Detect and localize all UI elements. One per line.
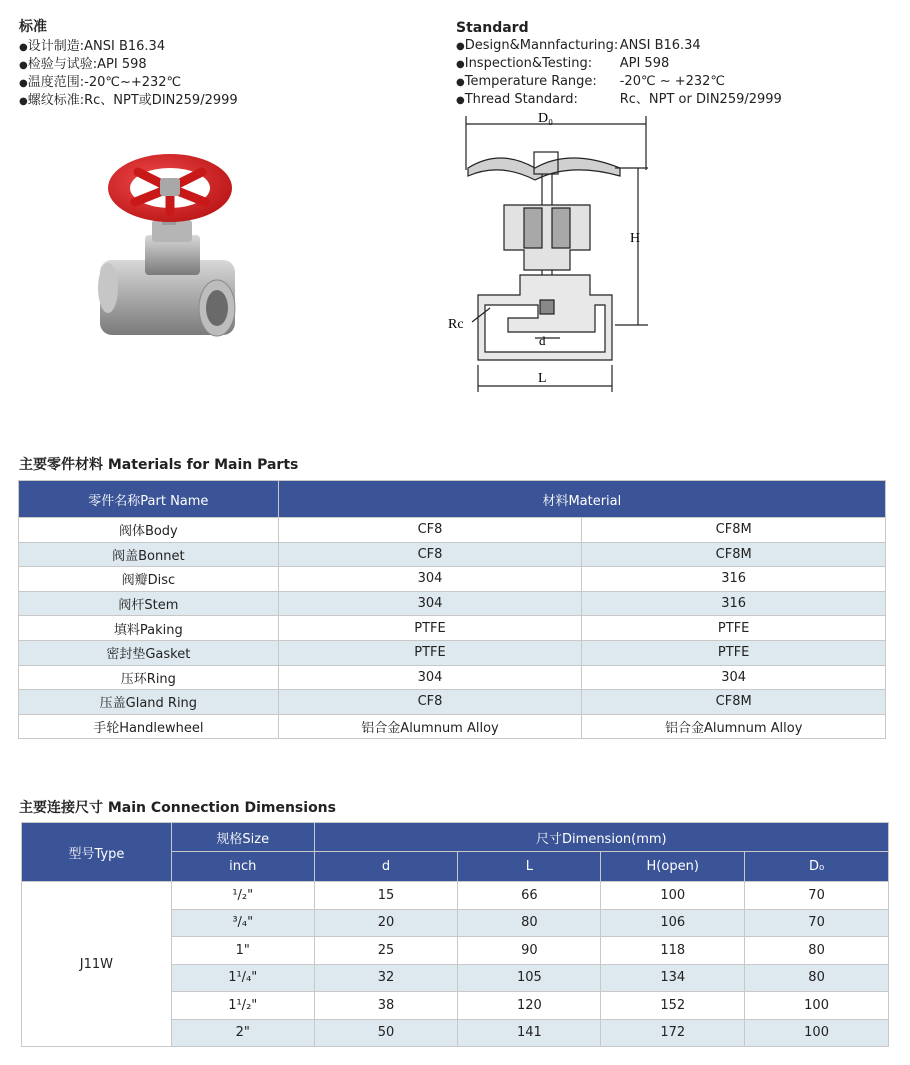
materials-cell: 密封垫Gasket	[19, 640, 279, 665]
dim-header-type: 型号Type	[22, 823, 172, 882]
materials-cell: 316	[582, 567, 886, 592]
dim-cell-d: 38	[314, 992, 458, 1020]
standard-cn-value: ANSI B16.34	[84, 39, 166, 54]
drawing-label-d: d	[539, 333, 546, 348]
standard-cn-line	[19, 92, 238, 110]
bullet-icon: ●	[19, 42, 28, 53]
standard-en-line	[456, 73, 782, 91]
dim-cell-inch: ¹/₂"	[171, 882, 314, 910]
materials-header-part: 零件名称Part Name	[19, 481, 279, 518]
dim-model-cell: J11W	[22, 882, 172, 1047]
bullet-icon: ●	[456, 95, 465, 106]
standard-en-label: Inspection&Testing:	[464, 56, 593, 71]
drawing-label-h: H	[630, 231, 641, 246]
valve-drawing	[440, 110, 670, 400]
dim-cell-l: 120	[458, 992, 601, 1020]
dim-cell-l: 66	[458, 882, 601, 910]
materials-row	[19, 518, 886, 543]
dim-cell-d: 50	[314, 1019, 458, 1047]
materials-cell: 304	[278, 567, 582, 592]
drawing-label-rc: Rc	[448, 317, 464, 332]
standard-cn-line	[19, 74, 238, 92]
standard-cn-label: 螺纹标准:	[27, 93, 85, 108]
dim-cell-inch: ³/₄"	[171, 909, 314, 937]
dim-cell-inch: 2"	[171, 1019, 314, 1047]
materials-row	[19, 616, 886, 641]
materials-row	[19, 665, 886, 690]
standard-en-lines	[456, 37, 782, 109]
bullet-icon: ●	[456, 59, 465, 70]
standard-cn-value: Rc、NPT或DIN259/2999	[84, 93, 238, 108]
dim-cell-d: 25	[314, 937, 458, 965]
standard-cn-value: -20℃~+232℃	[84, 75, 182, 90]
standard-cn-label: 检验与试验:	[27, 57, 98, 72]
standard-cn-label: 设计制造:	[27, 39, 85, 54]
materials-cell: PTFE	[278, 640, 582, 665]
materials-cell: 304	[278, 665, 582, 690]
dim-cell-l: 90	[458, 937, 601, 965]
materials-cell: PTFE	[582, 616, 886, 641]
dim-header-inch: inch	[171, 852, 314, 882]
standard-en-label: Temperature Range:	[464, 74, 597, 89]
materials-cell: 阀瓣Disc	[19, 567, 279, 592]
dim-cell-d0: 70	[745, 909, 889, 937]
dim-cell-h: 134	[601, 964, 745, 992]
dim-cell-inch: 1¹/₂"	[171, 992, 314, 1020]
materials-cell: CF8M	[582, 542, 886, 567]
materials-cell: CF8	[278, 690, 582, 715]
materials-cell: CF8	[278, 542, 582, 567]
materials-cell: 阀体Body	[19, 518, 279, 543]
standard-cn-lines	[19, 38, 238, 110]
standard-en-line	[456, 91, 782, 109]
materials-cell: CF8	[278, 518, 582, 543]
dim-header-d0: D₀	[745, 852, 889, 882]
standard-cn-value: API 598	[97, 57, 147, 72]
materials-cell: 压盖Gland Ring	[19, 690, 279, 715]
dim-cell-d0: 80	[745, 964, 889, 992]
standard-en-line	[456, 55, 782, 73]
bullet-icon: ●	[19, 96, 28, 107]
materials-row	[19, 640, 886, 665]
standard-cn-label: 温度范围:	[27, 75, 85, 90]
dim-cell-l: 80	[458, 909, 601, 937]
materials-row	[19, 542, 886, 567]
dim-header-l: L	[458, 852, 601, 882]
dim-cell-inch: 1"	[171, 937, 314, 965]
materials-cell: 316	[582, 591, 886, 616]
standard-en-line	[456, 37, 782, 55]
dim-cell-h: 172	[601, 1019, 745, 1047]
standard-en-value: -20℃ ~ +232℃	[619, 74, 726, 89]
dim-cell-h: 118	[601, 937, 745, 965]
dim-header-h: H(open)	[601, 852, 745, 882]
dim-cell-d0: 100	[745, 1019, 889, 1047]
dim-cell-inch: 1¹/₄"	[171, 964, 314, 992]
standard-en-value: ANSI B16.34	[619, 38, 701, 53]
materials-cell: 304	[278, 591, 582, 616]
standard-en-value: API 598	[619, 56, 670, 71]
dim-cell-d0: 70	[745, 882, 889, 910]
standard-en-value: Rc、NPT or DIN259/2999	[619, 92, 782, 107]
materials-cell: 阀杆Stem	[19, 591, 279, 616]
materials-table	[18, 480, 886, 739]
materials-cell: PTFE	[582, 640, 886, 665]
bullet-icon: ●	[456, 77, 465, 88]
drawing-label-d0: D₀	[538, 111, 553, 126]
standard-cn-line	[19, 38, 238, 56]
materials-cell: PTFE	[278, 616, 582, 641]
standard-en-label: Design&Mannfacturing:	[464, 38, 619, 53]
standard-en-label: Thread Standard:	[464, 92, 578, 107]
dim-cell-l: 141	[458, 1019, 601, 1047]
dimensions-row	[22, 882, 889, 910]
bullet-icon: ●	[19, 78, 28, 89]
standard-en	[456, 20, 782, 109]
materials-cell: 铝合金Alumnum Alloy	[582, 714, 886, 739]
materials-cell: 填料Paking	[19, 616, 279, 641]
materials-row	[19, 567, 886, 592]
dim-cell-d0: 80	[745, 937, 889, 965]
materials-cell: 阀盖Bonnet	[19, 542, 279, 567]
dim-cell-d: 32	[314, 964, 458, 992]
dimensions-title: 主要连接尺寸 Main Connection Dimensions	[19, 800, 336, 816]
dim-cell-h: 106	[601, 909, 745, 937]
dim-cell-d: 20	[314, 909, 458, 937]
dim-cell-d0: 100	[745, 992, 889, 1020]
materials-cell: 铝合金Alumnum Alloy	[278, 714, 582, 739]
dim-cell-d: 15	[314, 882, 458, 910]
materials-row	[19, 591, 886, 616]
dimensions-table	[21, 822, 889, 1047]
materials-cell: CF8M	[582, 518, 886, 543]
dim-cell-h: 100	[601, 882, 745, 910]
dim-header-size: 规格Size	[171, 823, 314, 852]
materials-row	[19, 690, 886, 715]
drawing-label-l: L	[538, 371, 547, 386]
standard-cn	[19, 16, 238, 110]
materials-cell: 手轮Handlewheel	[19, 714, 279, 739]
materials-row	[19, 714, 886, 739]
standard-cn-title: 标准	[19, 19, 47, 35]
dim-cell-l: 105	[458, 964, 601, 992]
materials-cell: 304	[582, 665, 886, 690]
bullet-icon: ●	[19, 60, 28, 71]
standard-en-title: Standard	[456, 20, 529, 36]
dim-header-dimension: 尺寸Dimension(mm)	[314, 823, 888, 852]
valve-photo	[90, 150, 250, 350]
materials-header-material: 材料Material	[278, 481, 885, 518]
standard-cn-line	[19, 56, 238, 74]
bullet-icon: ●	[456, 41, 465, 52]
materials-cell: CF8M	[582, 690, 886, 715]
materials-title: 主要零件材料 Materials for Main Parts	[19, 457, 299, 473]
dim-cell-h: 152	[601, 992, 745, 1020]
dim-header-d: d	[314, 852, 458, 882]
materials-cell: 压环Ring	[19, 665, 279, 690]
